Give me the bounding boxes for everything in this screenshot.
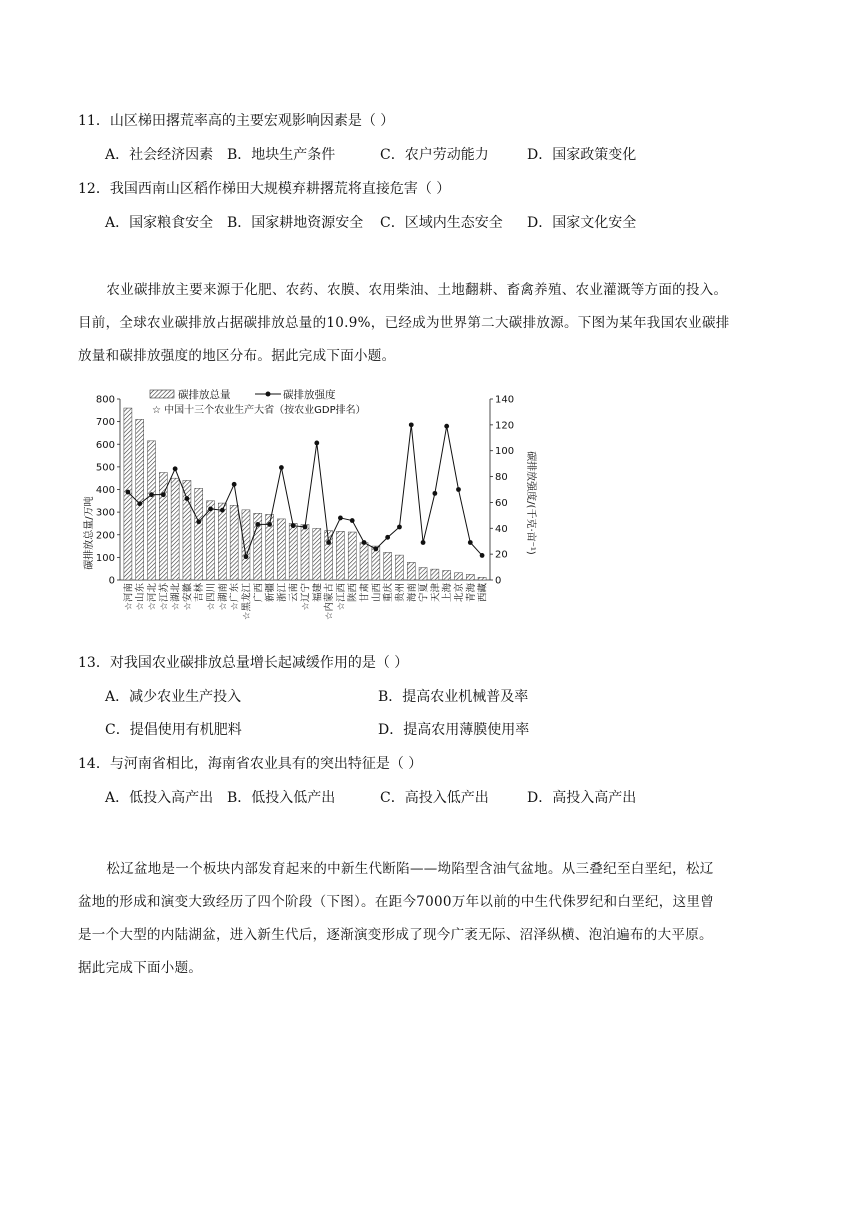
- q14-option-c: C．高投入低产出: [380, 790, 489, 806]
- bar: [171, 478, 179, 580]
- intensity-point: [126, 490, 131, 495]
- intensity-point: [468, 540, 473, 545]
- x-tick-label: 福建: [312, 583, 324, 603]
- legend-line-label: 碳排放强度: [283, 389, 336, 401]
- passage2-line1: 松辽盆地是一个板块内部发育起来的中新生代断陷——坳陷型含油气盆地。从三叠纪至白垩纪，松辽: [106, 861, 714, 877]
- y-right-tick-label: 140: [495, 394, 515, 406]
- q12-option-a: A．国家粮食安全: [105, 215, 214, 231]
- intensity-point: [244, 554, 249, 559]
- bar: [183, 480, 191, 580]
- y-right-tick-label: 0: [495, 575, 502, 587]
- passage1-line2: 目前，全球农业碳排放占据碳排放总量的10.9%，已经成为世界第二大碳排放源。下图为某年我国农业碳排: [78, 315, 730, 331]
- bar: [336, 531, 344, 580]
- intensity-point: [373, 547, 378, 552]
- bar: [313, 528, 321, 580]
- intensity-point: [173, 466, 178, 471]
- bar: [230, 505, 238, 580]
- intensity-point: [350, 518, 355, 523]
- x-tick-label: 广西: [253, 583, 265, 603]
- passage-carbon-emission: [78, 274, 778, 373]
- x-tick-label: 青海: [465, 583, 477, 603]
- q13-option-d: D．提高农用薄膜使用率: [378, 722, 530, 738]
- bar: [466, 574, 474, 580]
- bar: [242, 510, 250, 580]
- bar: [443, 570, 451, 580]
- intensity-point: [480, 553, 485, 558]
- x-tick-label: 浙江: [276, 583, 288, 603]
- passage2-line3: 是一个大型的内陆湖盆，进入新生代后，逐渐演变形成了现今广袤无际、沼泽纵横、泡泊遍布的大平原。: [78, 927, 713, 943]
- intensity-point: [185, 496, 190, 501]
- bar: [384, 552, 392, 580]
- x-tick-label: ☆广东: [229, 583, 241, 611]
- intensity-point: [385, 535, 390, 540]
- y-left-tick-label: 500: [95, 462, 115, 474]
- carbon-emission-chart: [80, 383, 540, 639]
- y-left-tick-label: 300: [95, 507, 115, 519]
- y-right-tick-label: 20: [495, 549, 508, 561]
- x-tick-label: ☆安徽: [182, 583, 194, 611]
- intensity-point: [303, 525, 308, 530]
- x-tick-label: ☆黑龙江: [241, 583, 253, 621]
- x-tick-label: 海南: [406, 583, 418, 603]
- intensity-point: [409, 422, 414, 427]
- intensity-point: [267, 522, 272, 527]
- intensity-point: [196, 519, 201, 524]
- x-tick-label: 云南: [288, 583, 300, 603]
- q12-stem: 12．我国西南山区稻作梯田大规模弃耕撂荒将直接危害（ ）: [78, 181, 451, 197]
- intensity-point: [255, 522, 260, 527]
- y-left-tick-label: 0: [108, 575, 115, 587]
- q14-stem: 14．与河南省相比，海南省农业具有的突出特征是（ ）: [78, 756, 423, 772]
- bar: [395, 555, 403, 580]
- y-left-tick-label: 700: [95, 417, 115, 429]
- bar: [218, 503, 226, 580]
- bar: [407, 562, 415, 580]
- x-tick-label: 天津: [430, 583, 442, 603]
- y-left-tick-label: 100: [95, 552, 115, 564]
- q13-stem: 13．对我国农业碳排放总量增长起减缓作用的是（ ）: [78, 655, 409, 671]
- q13-option-c: C．提倡使用有机肥料: [105, 722, 242, 738]
- q14-option-d: D．高投入高产出: [527, 790, 637, 806]
- intensity-point: [362, 540, 367, 545]
- bar: [301, 525, 309, 580]
- q11-option-d: D．国家政策变化: [527, 147, 637, 163]
- bar: [454, 573, 462, 580]
- intensity-point: [397, 525, 402, 530]
- q12-option-c: C．区域内生态安全: [380, 215, 503, 231]
- intensity-point: [208, 506, 213, 511]
- bar: [148, 441, 156, 580]
- y-right-tick-label: 40: [495, 523, 508, 535]
- passage2-line4: 据此完成下面小题。: [78, 960, 203, 976]
- intensity-point: [161, 492, 166, 497]
- intensity-point: [279, 465, 284, 470]
- x-tick-label: ☆河北: [147, 583, 159, 611]
- x-tick-label: 甘肃: [359, 583, 371, 603]
- x-tick-label: ☆江西: [335, 583, 347, 611]
- intensity-point: [444, 424, 449, 429]
- x-tick-label: 重庆: [383, 583, 395, 603]
- intensity-point: [137, 501, 142, 506]
- x-tick-label: ☆江苏: [158, 583, 170, 611]
- bar: [348, 532, 356, 580]
- q11-stem: 11．山区梯田撂荒率高的主要宏观影响因素是（ ）: [78, 113, 395, 129]
- y-left-tick-label: 800: [95, 394, 115, 406]
- y-left-tick-label: 400: [95, 485, 115, 496]
- y-right-tick-label: 100: [495, 446, 515, 458]
- y-right-tick-label: 60: [495, 497, 508, 509]
- x-tick-label: ☆辽宁: [300, 583, 312, 611]
- bar: [431, 569, 439, 580]
- bar: [419, 568, 427, 580]
- intensity-point: [232, 482, 237, 487]
- q14-option-a: A．低投入高产出: [105, 790, 214, 806]
- intensity-point: [338, 516, 343, 521]
- x-tick-label: 吉林: [194, 583, 206, 603]
- x-tick-label: 陕西: [347, 583, 359, 603]
- intensity-point: [421, 540, 426, 545]
- x-tick-label: ☆山东: [135, 583, 147, 611]
- passage-songliao-basin: [78, 853, 778, 985]
- intensity-point: [326, 540, 331, 545]
- bar: [289, 523, 297, 580]
- q14-option-b: B．低投入低产出: [227, 790, 336, 806]
- x-tick-label: 西藏: [477, 583, 489, 603]
- bar: [136, 419, 144, 580]
- q12-option-d: D．国家文化安全: [527, 215, 637, 231]
- intensity-point: [314, 441, 319, 446]
- q12-option-b: B．国家耕地资源安全: [227, 215, 364, 231]
- bar: [195, 488, 203, 580]
- x-tick-label: ☆四川: [206, 583, 218, 611]
- bar: [325, 531, 333, 580]
- y-right-tick-label: 80: [495, 472, 508, 484]
- bar: [478, 577, 486, 580]
- x-tick-label: ☆河南: [123, 583, 135, 611]
- x-tick-label: ☆湖南: [217, 583, 229, 611]
- q13-option-a: A．减少农业生产投入: [105, 689, 242, 705]
- x-tick-label: 宁夏: [418, 583, 430, 603]
- x-tick-label: ☆内蒙古: [324, 583, 336, 621]
- x-tick-label: 新疆: [265, 583, 277, 603]
- x-tick-label: 山西: [371, 583, 383, 603]
- y-left-tick-label: 200: [95, 530, 115, 542]
- q11-option-c: C．农户劳动能力: [380, 147, 489, 163]
- q11-option-b: B．地块生产条件: [227, 147, 336, 163]
- bar: [277, 519, 285, 580]
- x-tick-label: 贵州: [394, 583, 406, 603]
- passage2-line2: 盆地的形成和演变大致经历了四个阶段（下图）。在距今7000万年以前的中生代侏罗纪和白垩纪，这里曾: [78, 894, 715, 910]
- intensity-point: [456, 487, 461, 492]
- legend-bar-label: 碳排放总量: [178, 389, 231, 401]
- intensity-point: [220, 508, 225, 513]
- legend-line-marker: [266, 392, 271, 397]
- intensity-point: [432, 491, 437, 496]
- x-tick-label: 北京: [453, 583, 465, 603]
- y-axis-left-label: 碳排放总量/万吨: [84, 496, 95, 570]
- x-tick-label: ☆湖北: [170, 583, 182, 611]
- legend-bar-swatch: [150, 390, 174, 398]
- x-tick-label: 上海: [442, 583, 454, 603]
- passage1-line3: 放量和碳排放强度的地区分布。据此完成下面小题。: [78, 348, 396, 364]
- intensity-point: [149, 492, 154, 497]
- q11-option-a: A．社会经济因素: [105, 147, 214, 163]
- y-right-tick-label: 120: [495, 420, 515, 432]
- bar: [360, 543, 368, 580]
- passage1-line1: 农业碳排放主要来源于化肥、农药、农膜、农用柴油、土地翻耕、畜禽养殖、农业灌溉等方面的投入。: [106, 282, 728, 298]
- y-axis-right-label: 碳排放强度/(千克·亩⁻¹): [525, 451, 536, 555]
- intensity-point: [291, 523, 296, 528]
- legend-star-label: ☆ 中国十三个农业生产大省（按农业GDP排名）: [152, 405, 366, 416]
- y-left-tick-label: 600: [95, 439, 115, 451]
- q13-option-b: B．提高农业机械普及率: [378, 689, 529, 705]
